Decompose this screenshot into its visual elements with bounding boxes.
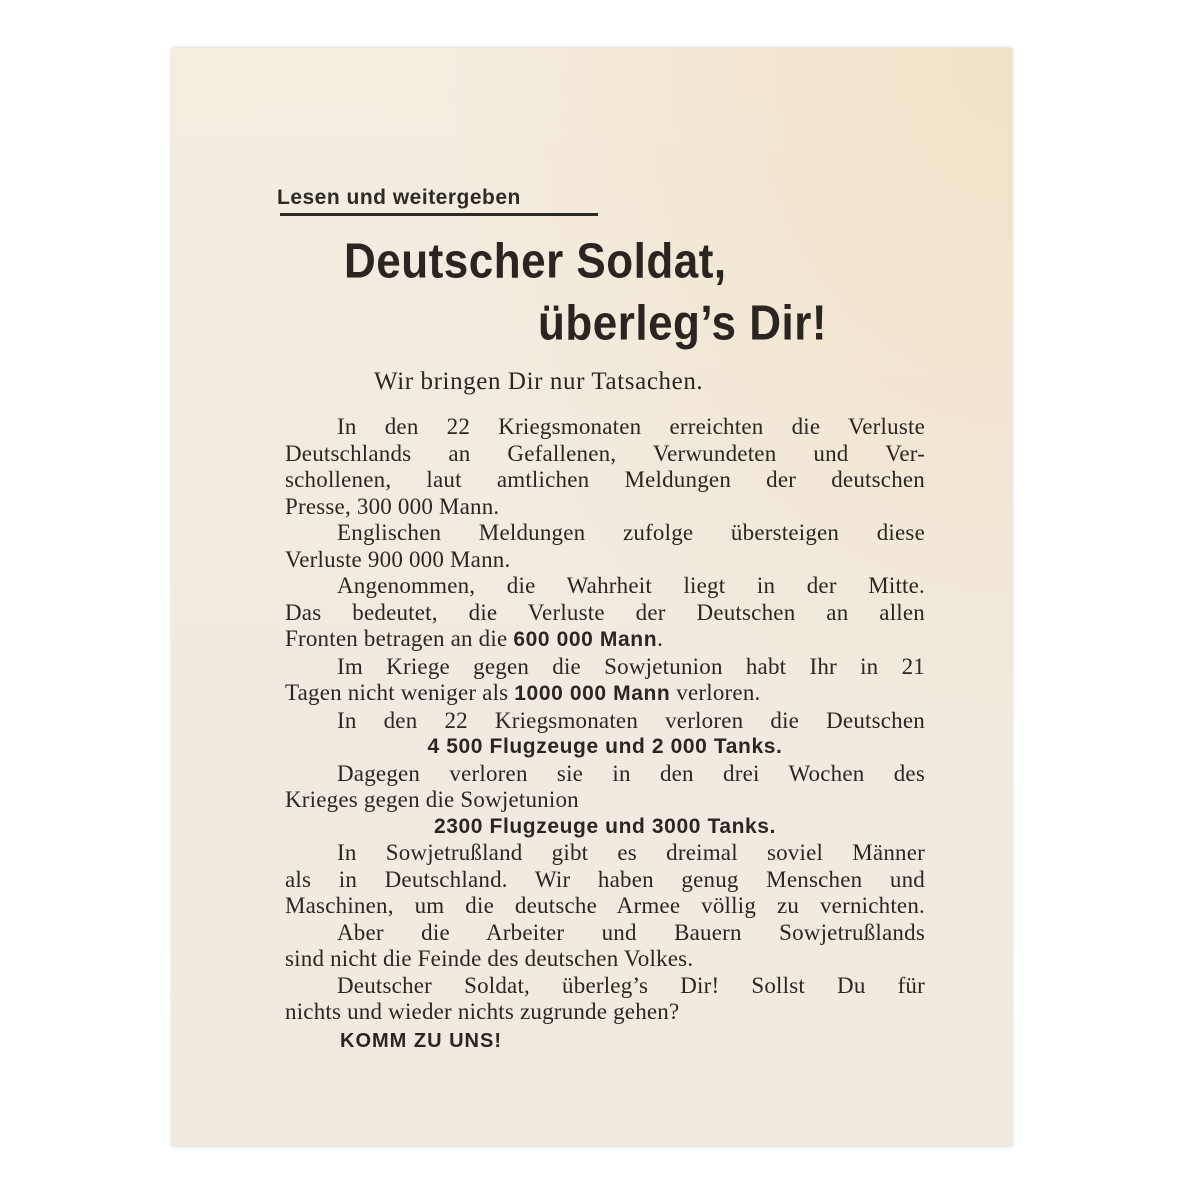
emphasis-line: 4 500 Flugzeuge und 2 000 Tanks. — [427, 735, 783, 758]
body-line — [285, 626, 925, 654]
body-text — [285, 414, 925, 1026]
body-line — [285, 680, 925, 708]
kicker-underline — [280, 213, 598, 216]
body-line: Deutscher Soldat, überleg’s Dir! Sollst Du für — [337, 972, 925, 998]
body-line-text: Fronten betragen an die — [285, 626, 514, 651]
body-line-text: Tagen nicht weniger als — [285, 680, 515, 705]
leaflet-paper — [172, 48, 1012, 1146]
body-line: Aber die Arbeiter und Bauern Sowjetrußlands — [337, 919, 925, 945]
body-line: Maschinen, um die deutsche Armee völlig zu vernichten. — [285, 893, 925, 918]
body-line: Angenommen, die Wahrheit liegt in der Mitte. — [337, 573, 925, 598]
body-line: als in Deutschland. Wir haben genug Menschen und — [285, 866, 925, 892]
body-line: Das bedeutet, die Verluste der Deutschen an allen — [285, 599, 925, 625]
emphasis-figure: 1000 000 Mann — [514, 682, 671, 705]
headline-line-2: überleg’s Dir! — [538, 296, 827, 351]
body-line: Deutschlands an Gefallenen, Verwundeten und Ver- — [285, 440, 925, 466]
body-line: schollenen, laut amtlichen Meldungen der deutschen — [285, 467, 925, 492]
body-line: nichts und wieder nichts zugrunde gehen? — [285, 999, 680, 1024]
emphasis-figure: 600 000 Mann — [513, 628, 658, 651]
kicker-text: Lesen und weitergeben — [277, 186, 521, 209]
body-line: Presse, 300 000 Mann. — [285, 493, 500, 519]
body-line: Verluste 900 000 Mann. — [285, 546, 511, 572]
body-line: Englischen Meldungen zufolge übersteigen diese — [337, 520, 925, 545]
body-line: Krieges gegen die Sowjetunion — [285, 787, 579, 812]
subheading: Wir bringen Dir nur Tatsachen. — [374, 368, 704, 395]
body-line: In den 22 Kriegsmonaten erreichten die Verluste — [337, 414, 925, 439]
body-line: In den 22 Kriegsmonaten verloren die Deutschen — [337, 707, 925, 733]
emphasis-line: 2300 Flugzeuge und 3000 Tanks. — [433, 814, 777, 838]
body-line: Dagegen verloren sie in den drei Wochen des — [337, 760, 925, 786]
body-line: Im Kriege gegen die Sowjetunion habt Ihr in 21 — [337, 653, 925, 679]
headline-line-1: Deutscher Soldat, — [344, 234, 727, 289]
body-line: sind nicht die Feinde des deutschen Volkes. — [285, 946, 694, 971]
body-line-text: verloren. — [670, 680, 761, 705]
body-line-text: . — [657, 626, 664, 651]
body-line: In Sowjetrußland gibt es dreimal soviel Männer — [337, 840, 925, 865]
closing-slogan: KOMM ZU UNS! — [340, 1030, 502, 1052]
